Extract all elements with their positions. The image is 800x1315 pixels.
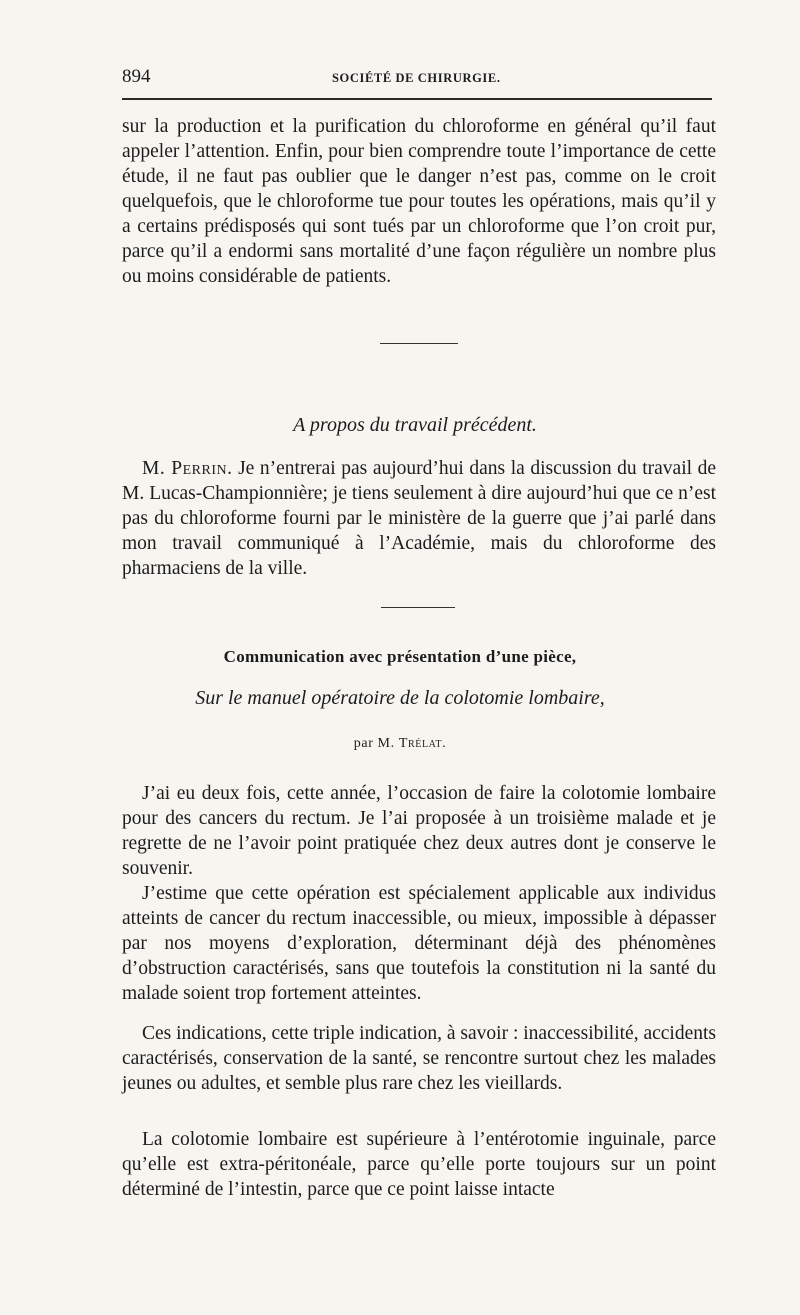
perrin-text: Je n’entrerai pas aujourd’hui dans la discussion du travail de M. Lucas-Championnière; je tiens seulement à dire aujourd’hui que ce n’est pas du chloroforme fourni par le ministère de la guerre que j’ai parlé dans mon travail communiqué à l’Académie, mais du chloroforme des pharmaciens de la ville. (122, 458, 717, 579)
section-divider (381, 607, 455, 608)
section-title-propos: A propos du travail précédent. (293, 414, 537, 436)
body-paragraph: La colotomie lombaire est supérieure à l’entérotomie inguinale, parce qu’elle est extra-péritonéale, parce qu’elle porte toujours sur un point déterminé de l’intestin, parce que ce point laisse intacte (122, 1129, 716, 1200)
header-rule (122, 98, 712, 100)
running-title: SOCIÉTÉ DE CHIRURGIE. (332, 71, 501, 85)
communication-title: Communication avec présentation d’une pièce, (223, 647, 577, 666)
byline-prefix: par M. (353, 736, 395, 751)
body-paragraph: Ces indications, cette triple indication, à savoir : inaccessibilité, accidents caractérisés, conservation de la santé, se rencontre surtout chez les malades jeunes ou adultes, et semble plus rare chez les vieillards. (122, 1023, 716, 1094)
perrin-paragraph (122, 456, 716, 581)
section-divider (380, 343, 458, 344)
continued-paragraph: sur la production et la purification du chloroforme en général qu’il faut appeler l’attention. Enfin, pour bien comprendre toute l’importance de cette étude, il ne faut pas oublier que le danger n’est pas, comme on le croit quelquefois, que le chloroforme tue pour toutes les opérations, mais qu’il y a certains prédisposés qui sont tués par un chloroforme que l’on croit pur, parce qu’il a endormi sans mortalité d’une façon régulière un nombre plus ou moins considérable de patients. (122, 116, 716, 287)
communication-subtitle: Sur le manuel opératoire de la colotomie lombaire, (195, 687, 605, 709)
byline (0, 736, 800, 752)
page-header (122, 66, 712, 96)
body-paragraph: J’estime que cette opération est spécialement applicable aux individus atteints de cancer du rectum inaccessible, ou mieux, impossible à dépasser par nos moyens d’exploration, déterminant déjà des phénomènes d’obstruction caractérisés, sans que toutefois la constitution ni la santé du malade soient trop fortement atteintes. (122, 883, 716, 1004)
body-paragraph: J’ai eu deux fois, cette année, l’occasion de faire la colotomie lombaire pour des cancers du rectum. Je l’ai proposée à un troisième malade et je regrette de ne l’avoir point pratiquée chez deux autres dont je conserve le souvenir. (122, 783, 716, 879)
page-number: 894 (122, 66, 151, 87)
speaker-name: M. Perrin. (142, 458, 233, 479)
byline-author: Trélat. (398, 736, 447, 751)
